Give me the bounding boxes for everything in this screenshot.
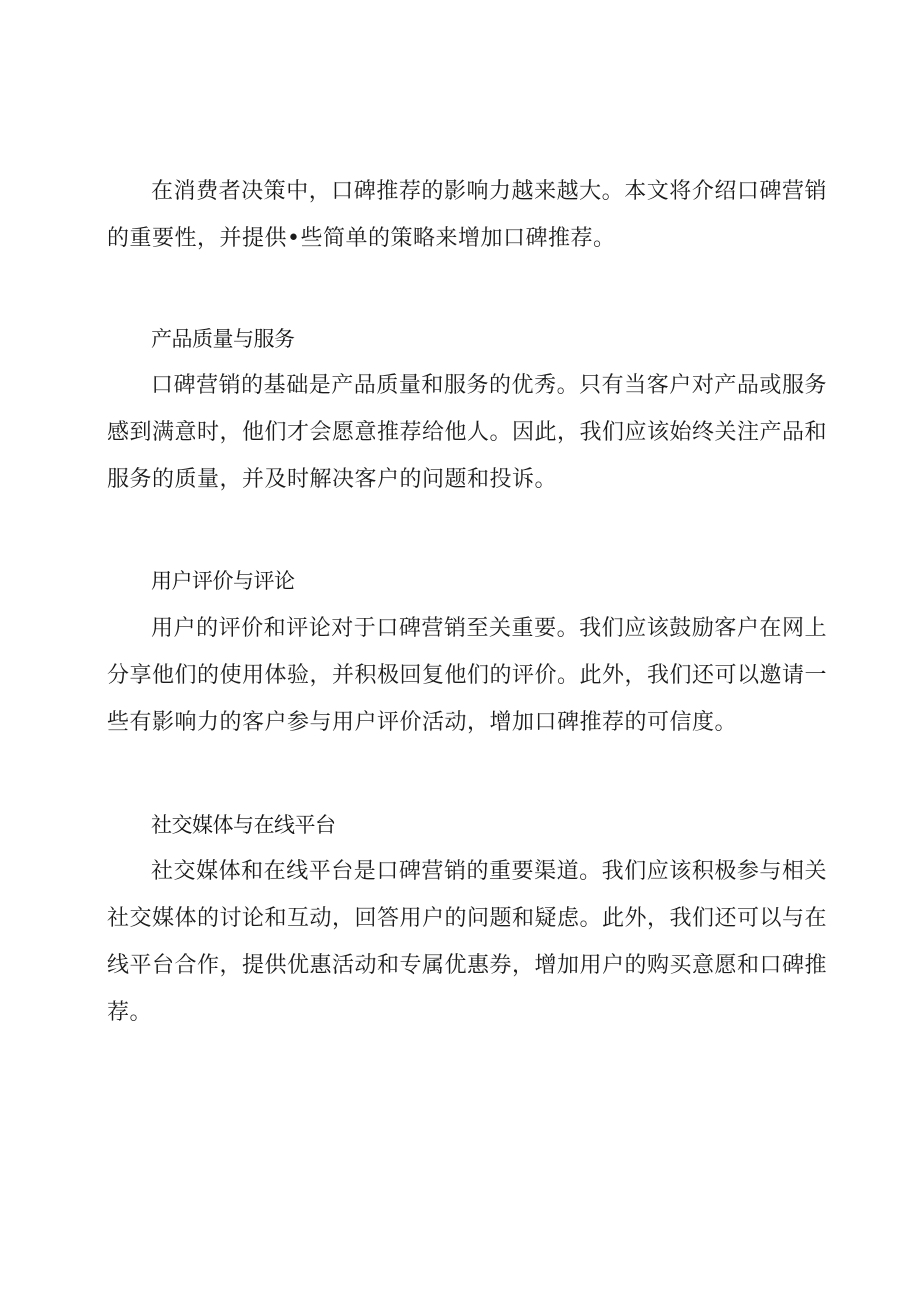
section-heading-product-quality: 产品质量与服务 [151, 327, 295, 351]
section-heading-social-media: 社交媒体与在线平台 [151, 813, 336, 837]
section-body-user-reviews: 用户的评价和评论对于口碑营销至关重要。我们应该鼓励客户在网上分享他们的使用体验，并积极回复他们的评价。此外，我们还可以邀请一些有影响力的客户参与用户评价活动，增加口碑推荐的可信度。 [107, 616, 828, 735]
section-body-social-media: 社交媒体和在线平台是口碑营销的重要渠道。我们应该积极参与相关社交媒体的讨论和互动，回答用户的问题和疑虑。此外，我们还可以与在线平台合作，提供优惠活动和专属优惠券，增加用户的购买意愿和口碑推荐。 [107, 859, 828, 1025]
intro-paragraph: 在消费者决策中，口碑推荐的影响力越来越大。本文将介绍口碑营销的重要性，并提供•些简单的策略来增加口碑推荐。 [107, 179, 827, 251]
section-body-product-quality: 口碑营销的基础是产品质量和服务的优秀。只有当客户对产品或服务感到满意时，他们才会愿意推荐给他人。因此，我们应该始终关注产品和服务的质量，并及时解决客户的问题和投诉。 [107, 373, 828, 492]
section-heading-user-reviews: 用户评价与评论 [151, 569, 295, 593]
